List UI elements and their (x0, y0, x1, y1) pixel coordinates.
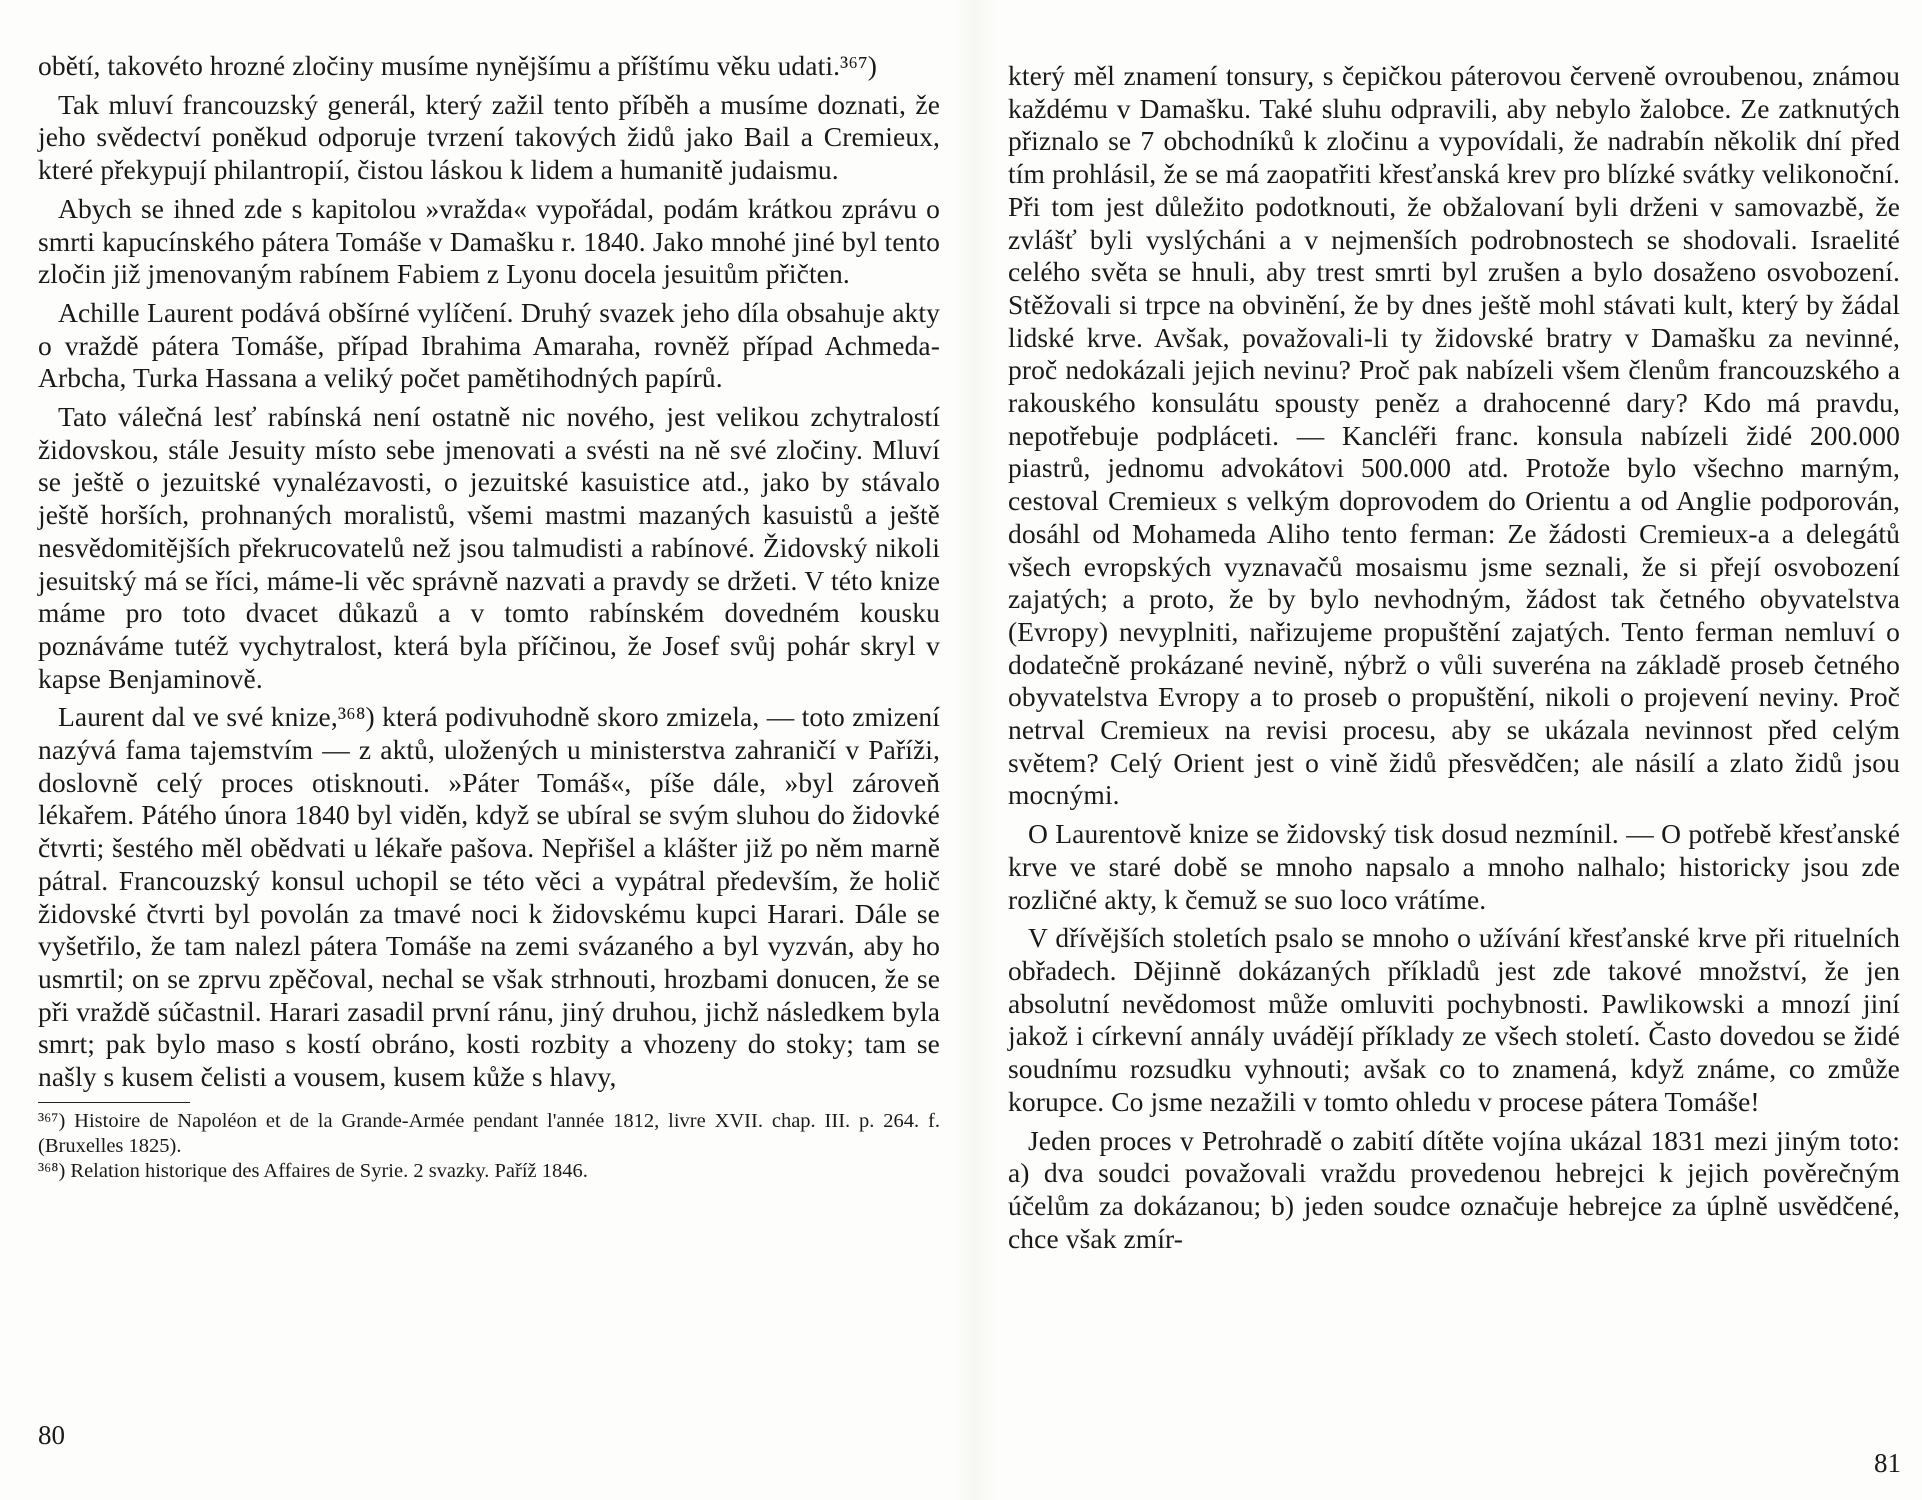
left-footnotes (38, 1109, 940, 1184)
right-paragraph-1: který měl znamení tonsury, s čepičkou páterovou červeně ovroubenou, známou každému v Damašku. Také sluhu odpravili, aby nebylo žalobce. Ze zatknutých přiznalo se 7 obchodníků k zločinu a vypovídali, že nadrabín několik dní před tím prohlásil, že se má zaopatřiti křesťanská krev pro blízké svátky velikonoční. Při tom jest důležito podotknouti, že obžalovaní byli drženi v samovazbě, že zvlášť byli vyslýcháni a v nejmenších podrobnostech se shodovali. Israelité celého světa se hnuli, aby trest smrti byl zrušen a bylo dosaženo osvobození. Stěžovali si trpce na obvinění, že by dnes ještě mohl stávati kult, který by žádal lidské krve. Avšak, považovali-li ty židovské bratry v Damašku za nevinné, proč nedokázali jejich nevinu? Proč pak nabízeli všem členům francouzského a rakouského konsulátu spousty peněz a drahocenné dary? Kdo má pravdu, nepotřebuje podpláceti. — Kancléři franc. konsula nabízeli židé 200.000 piastrů, jednomu advokátovi 500.000 atd. Protože bylo všechno marným, cestoval Cremieux s velkým doprovodem do Orientu a od Anglie podporován, dosáhl od Mohameda Aliho tento ferman: Ze žádosti Cremieux-a a delegátů všech evropských vyznavačů mosaismu jsme seznali, že si přejí osvobození zajatých; a proto, že by bylo nevhodným, žádost tak četného obyvatelstva (Evropy) nevyplniti, nařizujeme propuštění zajatých. Tento ferman nemluví o dodatečně prokázané nevině, nýbrž o vůli suveréna na základě proseb četného obyvatelstva Evropy a to proseb o propuštění, nikoli o projevení neviny. Proč netrval Cremieux na revisi procesu, aby se ukázala nevinnost před celým světem? Celý Orient jest o vině židů přesvědčen; ale násilí a zlato židů jsou mocnými. (1008, 60, 1900, 811)
left-paragraph-6: Laurent dal ve své knize,³⁶⁸) která podivuhodně skoro zmizela, — toto zmizení nazývá fama tajemstvím — z aktů, uložených u ministerstva zahraničí v Paříži, doslovně celý proces otisknouti. »Páter Tomáš«, píše dále, »byl zároveň lékařem. Pátého února 1840 byl viděn, když se ubíral se svým sluhou do židovké čtvrti; šestého měl obědvati u lékaře pašova. Nepřišel a klášter již po něm marně pátral. Francouzský konsul uchopil se této věci a vypátral především, že holič židovské čtvrti byl povolán za tmavé noci k židovskému kupci Harari. Dále se vyšetřilo, že tam nalezl pátera Tomáše na zemi svázaného a byl vyzván, aby ho usmrtil; on se zprvu zpěčoval, nechal se však strhnouti, hrozbami donucen, že se při vraždě súčastnil. Harari zasadil první ránu, jiný druhou, jichž následkem byla smrt; pak bylo maso s kostí obráno, kosti rozbity a vhozeny do stoky; tam se našly s kusem čelisti a vousem, kusem kůže s hlavy, (38, 701, 940, 1093)
left-paragraph-5: Tato válečná lesť rabínská není ostatně nic nového, jest velikou zchytralostí židovskou, stále Jesuity místo sebe jmenovati a svésti na ně své zločiny. Mluví se ještě o jezuitské vynalézavosti, o jezuitské kasuistice atd., jako by stávalo ještě horších, prohnaných moralistů, všemi mastmi mazaných kasuistů a ještě nesvědomitějších překrucovatelů než jsou talmudisti a rabínové. Židovský nikoli jesuitský má se říci, máme-li věc správně nazvati a pravdy se držeti. V této knize máme pro toto dvacet důkazů a v tomto rabínském dovedném kousku poznáváme tutéž vychytralost, která byla příčinou, že Josef svůj pohár skryl v kapse Benjaminově. (38, 401, 940, 694)
left-paragraph-3: Abych se ihned zde s kapitolou »vražda« vypořádal, podám krátkou zprávu o smrti kapucínského pátera Tomáše v Damašku r. 1840. Jako mnohé jiné byl tento zločin již jmenovaným rabínem Fabiem z Lyonu docela jesuitům přičten. (38, 192, 940, 290)
right-paragraph-4: Jeden proces v Petrohradě o zabití dítěte vojína ukázal 1831 mezi jiným toto: a) dva soudci považovali vraždu provedenou hebrejci k jejich pověrečným účelům za dokázanou; b) jeden soudce označuje hebrejce za úplně usvědčené, chce však zmír- (1008, 1124, 1900, 1254)
left-page-body (38, 50, 940, 1094)
footnote-separator (38, 1102, 190, 1103)
right-paragraph-2: O Laurentově knize se židovský tisk dosud nezmínil. — O potřebě křesťanské krve ve staré době se mnoho napsalo a mnoho nalhalo; historicky jsou zde rozličné akty, k čemuž se suo loco vrátíme. (1008, 818, 1900, 915)
right-page-body (1008, 60, 1900, 1255)
footnote-367: ³⁶⁷) Histoire de Napoléon et de la Grande-Armée pendant l'année 1812, livre XVII. chap. III. p. 264. f. (Bruxelles 1825). (38, 1109, 940, 1157)
footnote-368: ³⁶⁸) Relation historique des Affaires de Syrie. 2 svazky. Paříž 1846. (38, 1159, 588, 1182)
left-paragraph-2: Tak mluví francouzský generál, který zažil tento příběh a musíme doznati, že jeho svědectví poněkud odporuje tvrzení takových židů jako Bail a Cremieux, které překypují philantropií, čistou láskou k lidem a humanitě judaismu. (38, 88, 940, 186)
left-page (0, 0, 960, 1500)
left-paragraph-4: Achille Laurent podává obšírné vylíčení. Druhý svazek jeho díla obsahuje akty o vraždě pátera Tomáše, případ Ibrahima Amaraha, rovněž případ Achmeda-Arbcha, Turka Hassana a veliký počet pamětihodných papírů. (38, 296, 940, 394)
book-gutter (955, 0, 995, 1500)
right-page (990, 0, 1922, 1500)
left-page-number: 80 (38, 1420, 65, 1450)
right-paragraph-3: V dřívějších stoletích psalo se mnoho o užívání křesťanské krve při rituelních obřadech. Dějinně dokázaných příkladů jest zde takové množství, že jen absolutní nevědomost může omluviti pochybnosti. Pawlikowski a mnozí jiní jakož i církevní annály uvádějí příklady ze všech století. Často dovedou se židé soudnímu rozsudku vyhnouti; avšak co to znamená, když známe, co zmůže korupce. Co jsme nezažili v tomto ohledu v procese pátera Tomáše! (1008, 922, 1900, 1117)
right-page-number: 81 (1874, 1448, 1901, 1478)
left-paragraph-1: obětí, takovéto hrozné zločiny musíme nynějšímu a příštímu věku udati.³⁶⁷) (38, 50, 878, 81)
